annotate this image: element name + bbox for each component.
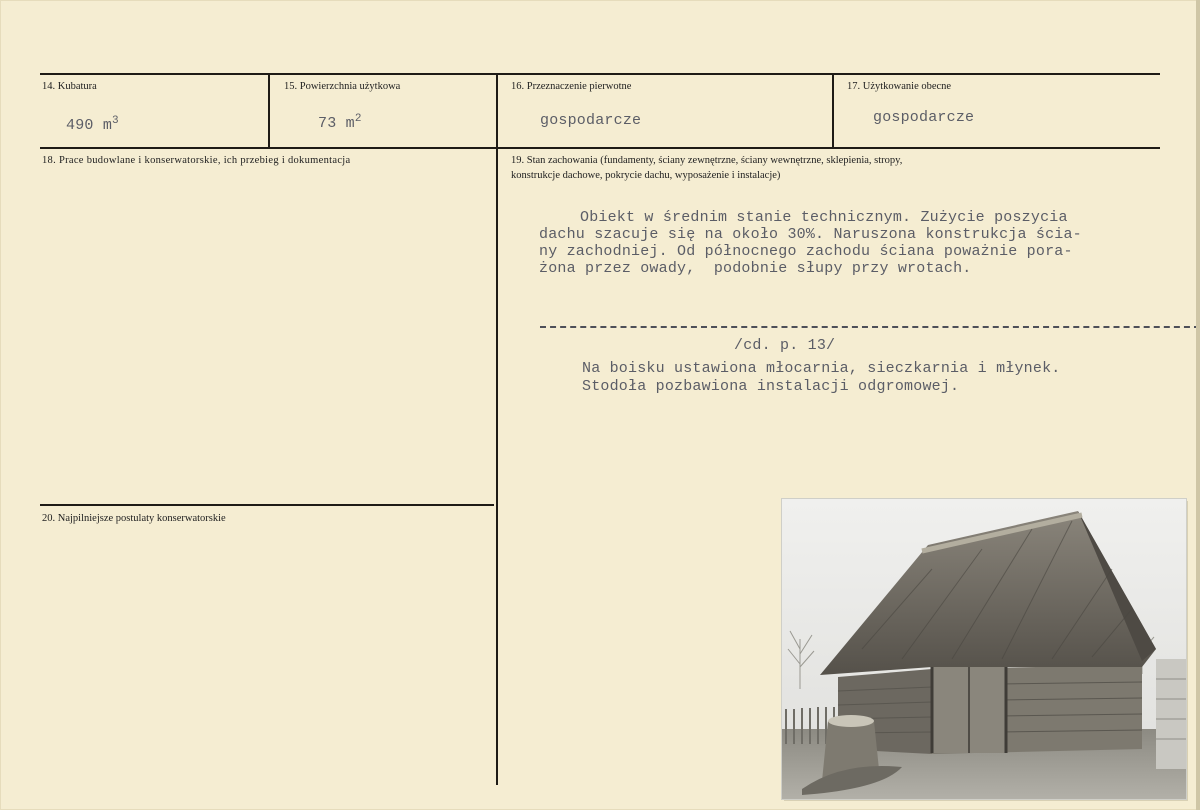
condition-text-line-4: żona przez owady, podobnie słupy przy wrotach. (539, 260, 972, 277)
volume-unit-exponent: 3 (112, 115, 119, 127)
barn-photo-image (782, 499, 1186, 799)
field-18-label: 18. Prace budowlane i konserwatorskie, ich przebieg i dokumentacja (42, 155, 351, 166)
top-rule (40, 73, 1160, 75)
area-unit: m (345, 115, 355, 132)
field-20-label: 20. Najpilniejsze postulaty konserwatorskie (42, 513, 226, 524)
card-edge (1196, 0, 1200, 810)
field-16-value: gospodarcze (540, 112, 642, 129)
condition-text-line-1: Obiekt w średnim stanie technicznym. Zużycie poszycia (580, 209, 1068, 226)
area-number: 73 (318, 115, 337, 132)
equipment-text-line-1: Na boisku ustawiona młocarnia, sieczkarnia i młynek. (582, 360, 1061, 377)
field-19-label-line-2: konstrukcje dachowe, pokrycie dachu, wyposażenie i instalacje) (511, 170, 781, 181)
field-14-label: 14. Kubatura (42, 81, 97, 92)
field-17-value: gospodarcze (873, 109, 975, 126)
field-16-label: 16. Przeznaczenie pierwotne (511, 81, 632, 92)
dashed-separator (540, 326, 1200, 328)
volume-number: 490 (66, 117, 94, 134)
condition-text-line-2: dachu szacuje się na około 30%. Naruszona konstrukcja ścia- (539, 226, 1082, 243)
divider-14-15 (268, 73, 270, 149)
field-17-label: 17. Użytkowanie obecne (847, 81, 952, 92)
section-18-bottom-rule (40, 504, 494, 506)
equipment-text-line-2: Stodoła pozbawiona instalacji odgromowej. (582, 378, 960, 395)
divider-15-16 (496, 73, 498, 785)
area-unit-exponent: 2 (354, 113, 362, 125)
condition-text-line-3: ny zachodniej. Od północnego zachodu ściana poważnie pora- (539, 243, 1073, 260)
field-14-value (66, 117, 119, 135)
field-15-value (318, 115, 362, 133)
field-15-label: 15. Powierzchnia użytkowa (284, 81, 401, 92)
continuation-note: /cd. p. 13/ (734, 337, 836, 354)
barn-photograph (782, 499, 1186, 799)
divider-16-17 (832, 73, 834, 149)
field-19-label-line-1: 19. Stan zachowania (fundamenty, ściany zewnętrzne, ściany wewnętrzne, sklepienia, stropy, (511, 155, 903, 166)
volume-unit: m (102, 117, 113, 134)
header-bottom-rule (40, 147, 1160, 149)
